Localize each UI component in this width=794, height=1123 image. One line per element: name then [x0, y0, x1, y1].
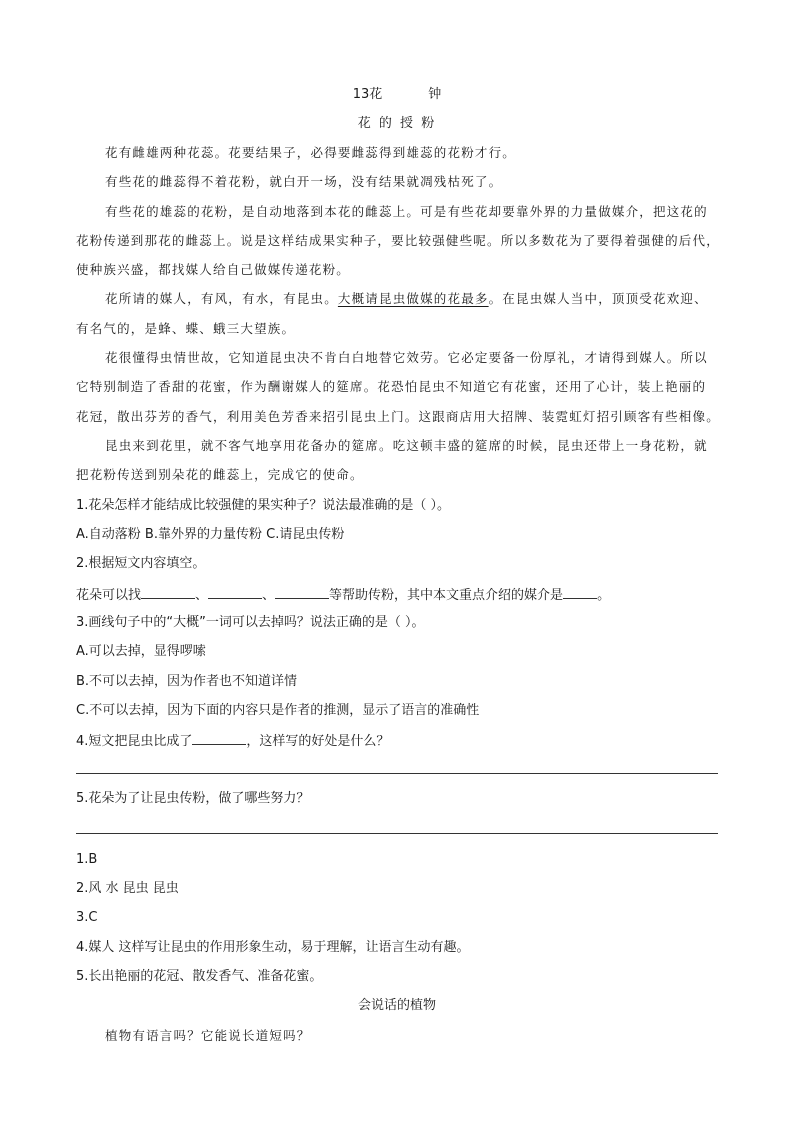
question-1: 1.花朵怎样才能结成比较强健的果实种子？说法最准确的是（ ）。	[76, 498, 451, 513]
answer-5: 5.长出艳丽的花冠、散发香气、准备花蜜。	[76, 969, 323, 984]
question-3-option-a: A.可以去掉，显得啰嗦	[76, 644, 206, 659]
question-3-option-b: B.不可以去掉，因为作者也不知道详情	[76, 674, 298, 689]
lesson-number: 13	[352, 87, 370, 102]
passage-line: 花很懂得虫情世故，它知道昆虫决不肯白白地替它效劳。它必定要备一份厚礼，才请得到媒人。所以	[105, 350, 708, 365]
lesson-title-right: 钟	[428, 87, 442, 102]
lesson-title-left: 花	[369, 87, 383, 102]
answer-blank[interactable]	[563, 585, 597, 599]
answer-3: 3.C	[76, 910, 98, 925]
lesson-title	[76, 86, 718, 104]
answer-blank[interactable]	[141, 585, 195, 599]
passage-line: 有些花的雌蕊得不着花粉，就白开一场，没有结果就凋残枯死了。	[105, 174, 503, 189]
passage-line	[105, 290, 718, 308]
next-section-title: 会说话的植物	[357, 998, 436, 1013]
passage-title: 花 的 授 粉	[357, 116, 437, 131]
passage-line: 它特别制造了香甜的花蜜，作为酬谢媒人的筵席。花恐怕昆虫不知道它有花蜜，还用了心计，装上艳丽的	[76, 379, 707, 394]
passage-line: 把花粉传送到别朵花的雌蕊上，完成它的使命。	[76, 467, 364, 482]
passage-line: 花有雌雄两种花蕊。花要结果子，必得要雌蕊得到雄蕊的花粉才行。	[105, 145, 517, 160]
question-3-option-c: C.不可以去掉，因为下面的内容只是作者的推测，显示了语言的准确性	[76, 703, 480, 718]
answer-1: 1.B	[76, 852, 98, 867]
passage-line: 有名气的，是蜂、蝶、蛾三大望族。	[76, 321, 296, 336]
answer-blank[interactable]	[192, 731, 246, 745]
answer-blank[interactable]	[208, 585, 262, 599]
question-3: 3.画线句子中的“大概”一词可以去掉吗？说法正确的是（ ）。	[76, 615, 425, 630]
question-2: 2.根据短文内容填空。	[76, 556, 206, 571]
answer-line[interactable]	[76, 833, 718, 834]
passage-line: 有些花的雄蕊的花粉，是自动地落到本花的雌蕊上。可是有些花却要靠外界的力量做媒介，把这花的	[105, 204, 708, 219]
next-section-first-line: 植物有语言吗？它能说长道短吗？	[105, 1028, 311, 1043]
answer-blank[interactable]	[275, 585, 329, 599]
passage-line: 花粉传递到那花的雌蕊上。说是这样结成果实种子，要比较强健些呢。所以多数花为了要得着强健的后代，	[76, 233, 720, 248]
passage-line: 花冠，散出芬芳的香气，利用美色芳香来招引昆虫上门。这跟商店用大招牌、装霓虹灯招引顾客有些相像。	[76, 409, 720, 424]
question-4: 4.短文把昆虫比成了 ，这样写的好处是什么？	[76, 731, 718, 751]
answer-line[interactable]	[76, 773, 718, 774]
passage-line: 昆虫来到花里，就不客气地享用花备办的筵席。吃这顿丰盛的筵席的时候，昆虫还带上一身花粉，就	[105, 438, 708, 453]
question-1-options: A.自动落粉 B.靠外界的力量传粉 C.请昆虫传粉	[76, 527, 345, 542]
underlined-sentence: 大概请昆虫做媒的花最多	[337, 291, 489, 306]
passage-text: 。在昆虫媒人当中，顶顶受花欢迎、	[488, 291, 708, 306]
answer-2: 2.风 水 昆虫 昆虫	[76, 881, 179, 896]
answer-4: 4.媒人 这样写让昆虫的作用形象生动，易于理解，让语言生动有趣。	[76, 940, 470, 955]
passage-text: 花所请的媒人，有风，有水，有昆虫。	[105, 291, 338, 306]
question-2-fill: 花朵可以找 、 、 等帮助传粉，其中本文重点介绍的媒介是 。	[76, 585, 718, 605]
passage-line: 使种族兴盛，都找媒人给自己做媒传递花粉。	[76, 262, 351, 277]
question-5: 5.花朵为了让昆虫传粉，做了哪些努力？	[76, 791, 310, 806]
